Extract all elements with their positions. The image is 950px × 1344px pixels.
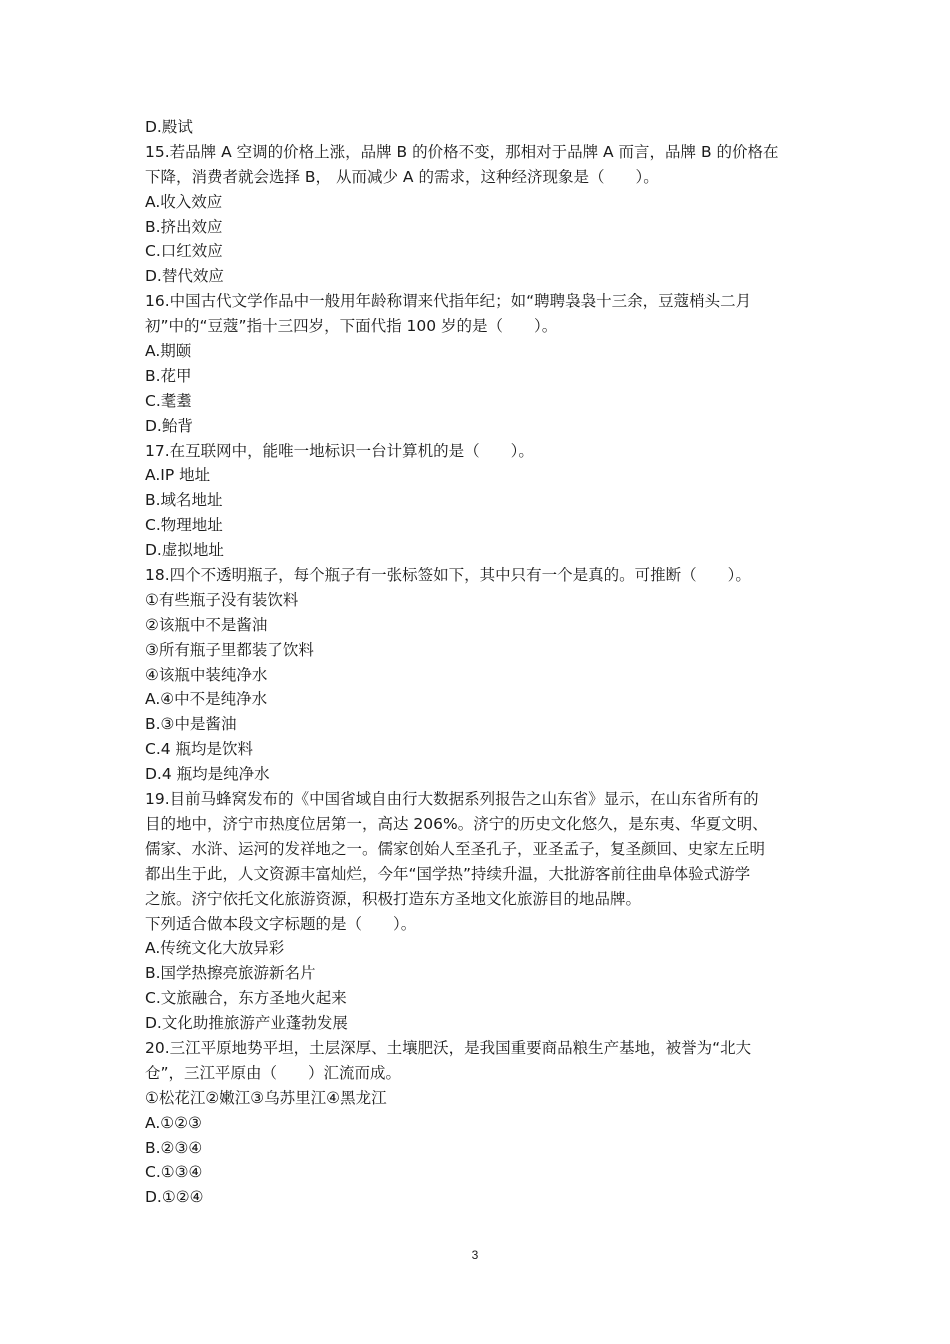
label-line: ③所有瓶子里都装了饮料	[145, 640, 314, 659]
option-line: B.挤出效应	[145, 217, 223, 236]
option-line: A.IP 地址	[145, 466, 211, 485]
option-line: D.替代效应	[145, 267, 224, 286]
question-17-stem: 17.在互联网中，能唯一地标识一台计算机的是（ ）。	[145, 441, 534, 460]
option-line: A.①②③	[145, 1113, 202, 1132]
text-line: 目的地中，济宁市热度位居第一，高达 206%。济宁的历史文化悠久，是东夷、华夏文明、	[145, 814, 768, 833]
option-line: A.传统文化大放异彩	[145, 939, 285, 958]
option-line: A.期颐	[145, 342, 192, 361]
question-19-stem: 19.目前马蜂窝发布的《中国省域自由行大数据系列报告之山东省》显示，在山东省所有的	[145, 790, 759, 809]
text-line: 仓”，三江平原由（ ）汇流而成。	[145, 1063, 402, 1082]
question-20-stem: 20.三江平原地势平坦，土层深厚、土壤肥沃，是我国重要商品粮生产基地，被誉为“北大	[145, 1038, 752, 1057]
question-18-stem: 18.四个不透明瓶子，每个瓶子有一张标签如下，其中只有一个是真的。可推断（ ）。	[145, 566, 751, 585]
text-line: 初”中的“豆蔻”指十三四岁，下面代指 100 岁的是（ ）。	[145, 317, 558, 336]
label-line: ④该瓶中装纯净水	[145, 665, 268, 684]
option-line: C.物理地址	[145, 516, 223, 535]
page-number: 3	[471, 1248, 479, 1262]
document-body	[145, 115, 810, 1210]
option-line: C.文旅融合，东方圣地火起来	[145, 989, 347, 1008]
option-line: C.①③④	[145, 1163, 203, 1182]
option-line: B.③中是酱油	[145, 715, 237, 734]
option-line: B.花甲	[145, 366, 192, 385]
text-line: 儒家、水浒、运河的发祥地之一。儒家创始人至圣孔子，亚圣孟子，复圣颜回、史家左丘明	[145, 839, 766, 858]
label-line: ②该瓶中不是酱油	[145, 615, 268, 634]
text-line: 下列适合做本段文字标题的是（ ）。	[145, 914, 417, 933]
question-15-stem: 15.若品牌 A 空调的价格上涨，品牌 B 的价格不变，那相对于品牌 A 而言，品牌 B 的价格在	[145, 142, 779, 161]
option-line: A.收入效应	[145, 192, 223, 211]
text-line: D.殿试	[145, 118, 193, 136]
question-16-stem: 16.中国古代文学作品中一般用年龄称谓来代指年纪；如“聘聘袅袅十三余，豆蔻梢头二月	[145, 292, 752, 311]
text-line: 都出生于此，人文资源丰富灿烂，今年“国学热”持续升温，大批游客前往曲阜体验式游学	[145, 864, 751, 883]
option-line: C.口红效应	[145, 242, 223, 261]
option-line: D.鲐背	[145, 416, 193, 435]
option-line: D.4 瓶均是纯净水	[145, 765, 270, 784]
option-line: D.虚拟地址	[145, 541, 224, 560]
text-line: 之旅。济宁依托文化旅游资源，积极打造东方圣地文化旅游目的地品牌。	[145, 889, 642, 908]
label-line: ①有些瓶子没有装饮料	[145, 590, 299, 609]
text-line: ①松花江②嫩江③乌苏里江④黑龙江	[145, 1088, 387, 1107]
text-line: 下降，消费者就会选择 B， 从而减少 A 的需求，这种经济现象是（ ）。	[145, 167, 659, 186]
option-line: C.4 瓶均是饮料	[145, 740, 254, 759]
option-line: B.国学热擦亮旅游新名片	[145, 964, 316, 983]
option-line: A.④中不是纯净水	[145, 690, 268, 709]
option-line: D.文化助推旅游产业蓬勃发展	[145, 1014, 348, 1033]
option-line: C.耄耋	[145, 391, 192, 410]
option-line: B.②③④	[145, 1138, 203, 1157]
option-line: B.域名地址	[145, 491, 223, 510]
option-line: D.①②④	[145, 1188, 204, 1207]
